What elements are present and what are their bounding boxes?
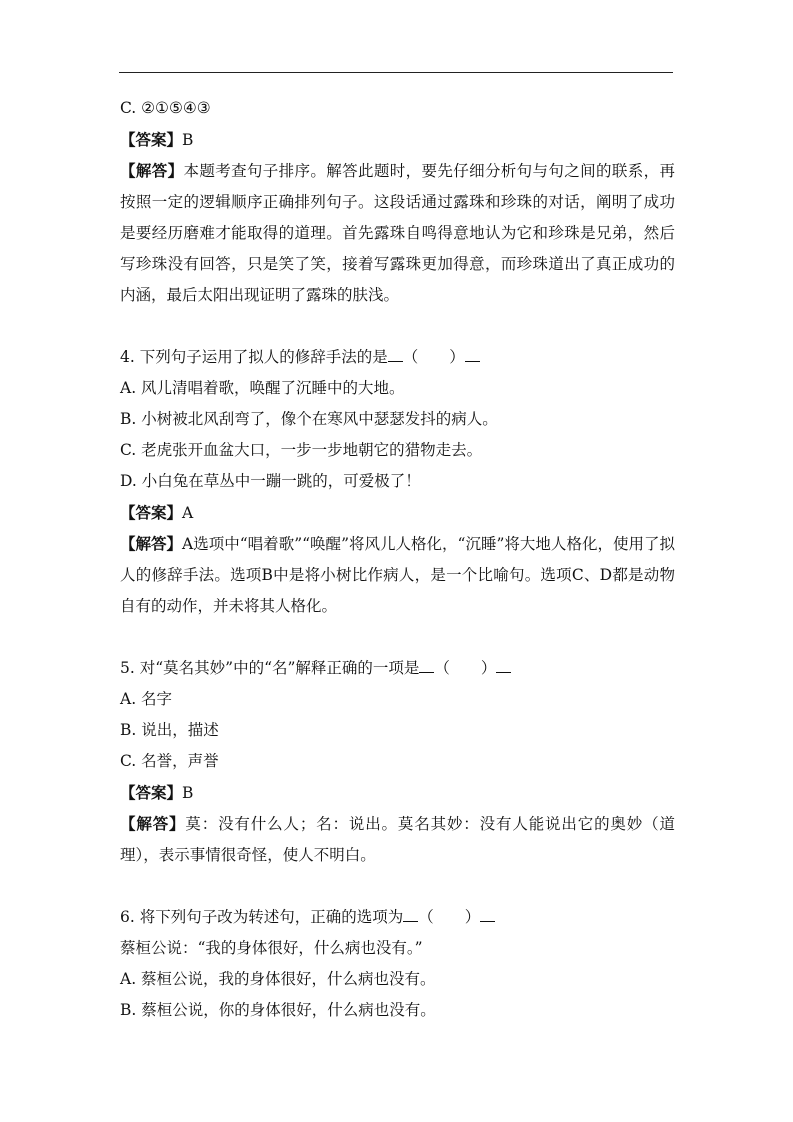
- answer-paren: （ ）: [418, 908, 481, 926]
- q6-option-a: A. 蔡桓公说，我的身体很好，什么病也没有。: [120, 970, 436, 988]
- answer-blank: [403, 907, 418, 922]
- q4-option-b: B. 小树被北风刮弯了，像个在寒风中瑟瑟发抖的病人。: [120, 410, 498, 428]
- answer-blank: [388, 347, 403, 362]
- q6-option-b: B. 蔡桓公说，你的身体很好，什么病也没有。: [120, 1001, 436, 1019]
- header-rule: [119, 72, 673, 73]
- analysis-tag: 【解答】: [120, 534, 183, 553]
- answer-blank: [496, 658, 511, 673]
- q5-analysis: [120, 808, 675, 871]
- analysis-text: A选项中“唱着歌”“唤醒”将风儿人格化，“沉睡”将大地人格化，使用了拟人的修辞手法。选项B中是将小树比作病人，是一个比喻句。选项C、D都是动物自有的动作，并未将其人格化。: [120, 535, 675, 615]
- q4-answer: [120, 497, 675, 528]
- answer-value: B: [182, 784, 194, 802]
- answer-value: A: [182, 504, 194, 522]
- question-text: 5. 对“莫名其妙”中的“名”解释正确的一项是: [120, 659, 420, 677]
- question-text: 4. 下列句子运用了拟人的修辞手法的是: [120, 348, 388, 366]
- q4-stem: [120, 342, 675, 373]
- q3-answer: [120, 124, 675, 155]
- analysis-tag: 【解答】: [120, 814, 186, 833]
- answer-tag: 【答案】: [120, 783, 183, 802]
- answer-blank: [419, 658, 434, 673]
- answer-paren: （ ）: [402, 348, 465, 366]
- q4-option-d: D. 小白兔在草丛中一蹦一跳的，可爱极了！: [120, 472, 421, 490]
- answer-paren: （ ）: [434, 659, 497, 677]
- document-body: [120, 93, 675, 1026]
- q5-option-c: C. 名誉，声誉: [120, 752, 219, 770]
- answer-tag: 【答案】: [120, 503, 183, 522]
- answer-blank: [465, 347, 480, 362]
- q3-analysis: [120, 155, 675, 311]
- answer-tag: 【答案】: [120, 130, 183, 149]
- analysis-text: 本题考查句子排序。解答此题时，要先仔细分析句与句之间的联系，再按照一定的逻辑顺序正确排列句子。这段话通过露珠和珍珠的对话，阐明了成功是要经历磨难才能取得的道理。首先露珠自鸣得意地认为它和珍珠是兄弟，然后写珍珠没有回答，只是笑了笑，接着写露珠更加得意，而珍珠道出了真正成功的内涵，最后太阳出现证明了露珠的肤浅。: [120, 162, 675, 304]
- q5-answer: [120, 777, 675, 808]
- q5-stem: [120, 653, 675, 684]
- analysis-text: 莫：没有什么人；名：说出。莫名其妙：没有人能说出它的奥妙（道理），表示事情很奇怪，使人不明白。: [120, 815, 675, 864]
- analysis-tag: 【解答】: [120, 161, 184, 180]
- q6-quote: 蔡桓公说：“我的身体很好，什么病也没有。”: [120, 939, 423, 957]
- q5-option-b: B. 说出，描述: [120, 721, 219, 739]
- q4-analysis: [120, 528, 675, 622]
- q6-stem: [120, 902, 675, 933]
- answer-blank: [480, 907, 495, 922]
- question-text: 6. 将下列句子改为转述句，正确的选项为: [120, 908, 404, 926]
- q5-option-a: A. 名字: [120, 690, 173, 708]
- q4-option-a: A. 风儿清唱着歌，唤醒了沉睡中的大地。: [120, 379, 405, 397]
- q3-option-c: C. ②①⑤④③: [120, 99, 211, 117]
- q4-option-c: C. 老虎张开血盆大口，一步一步地朝它的猎物走去。: [120, 441, 483, 459]
- answer-value: B: [182, 131, 194, 149]
